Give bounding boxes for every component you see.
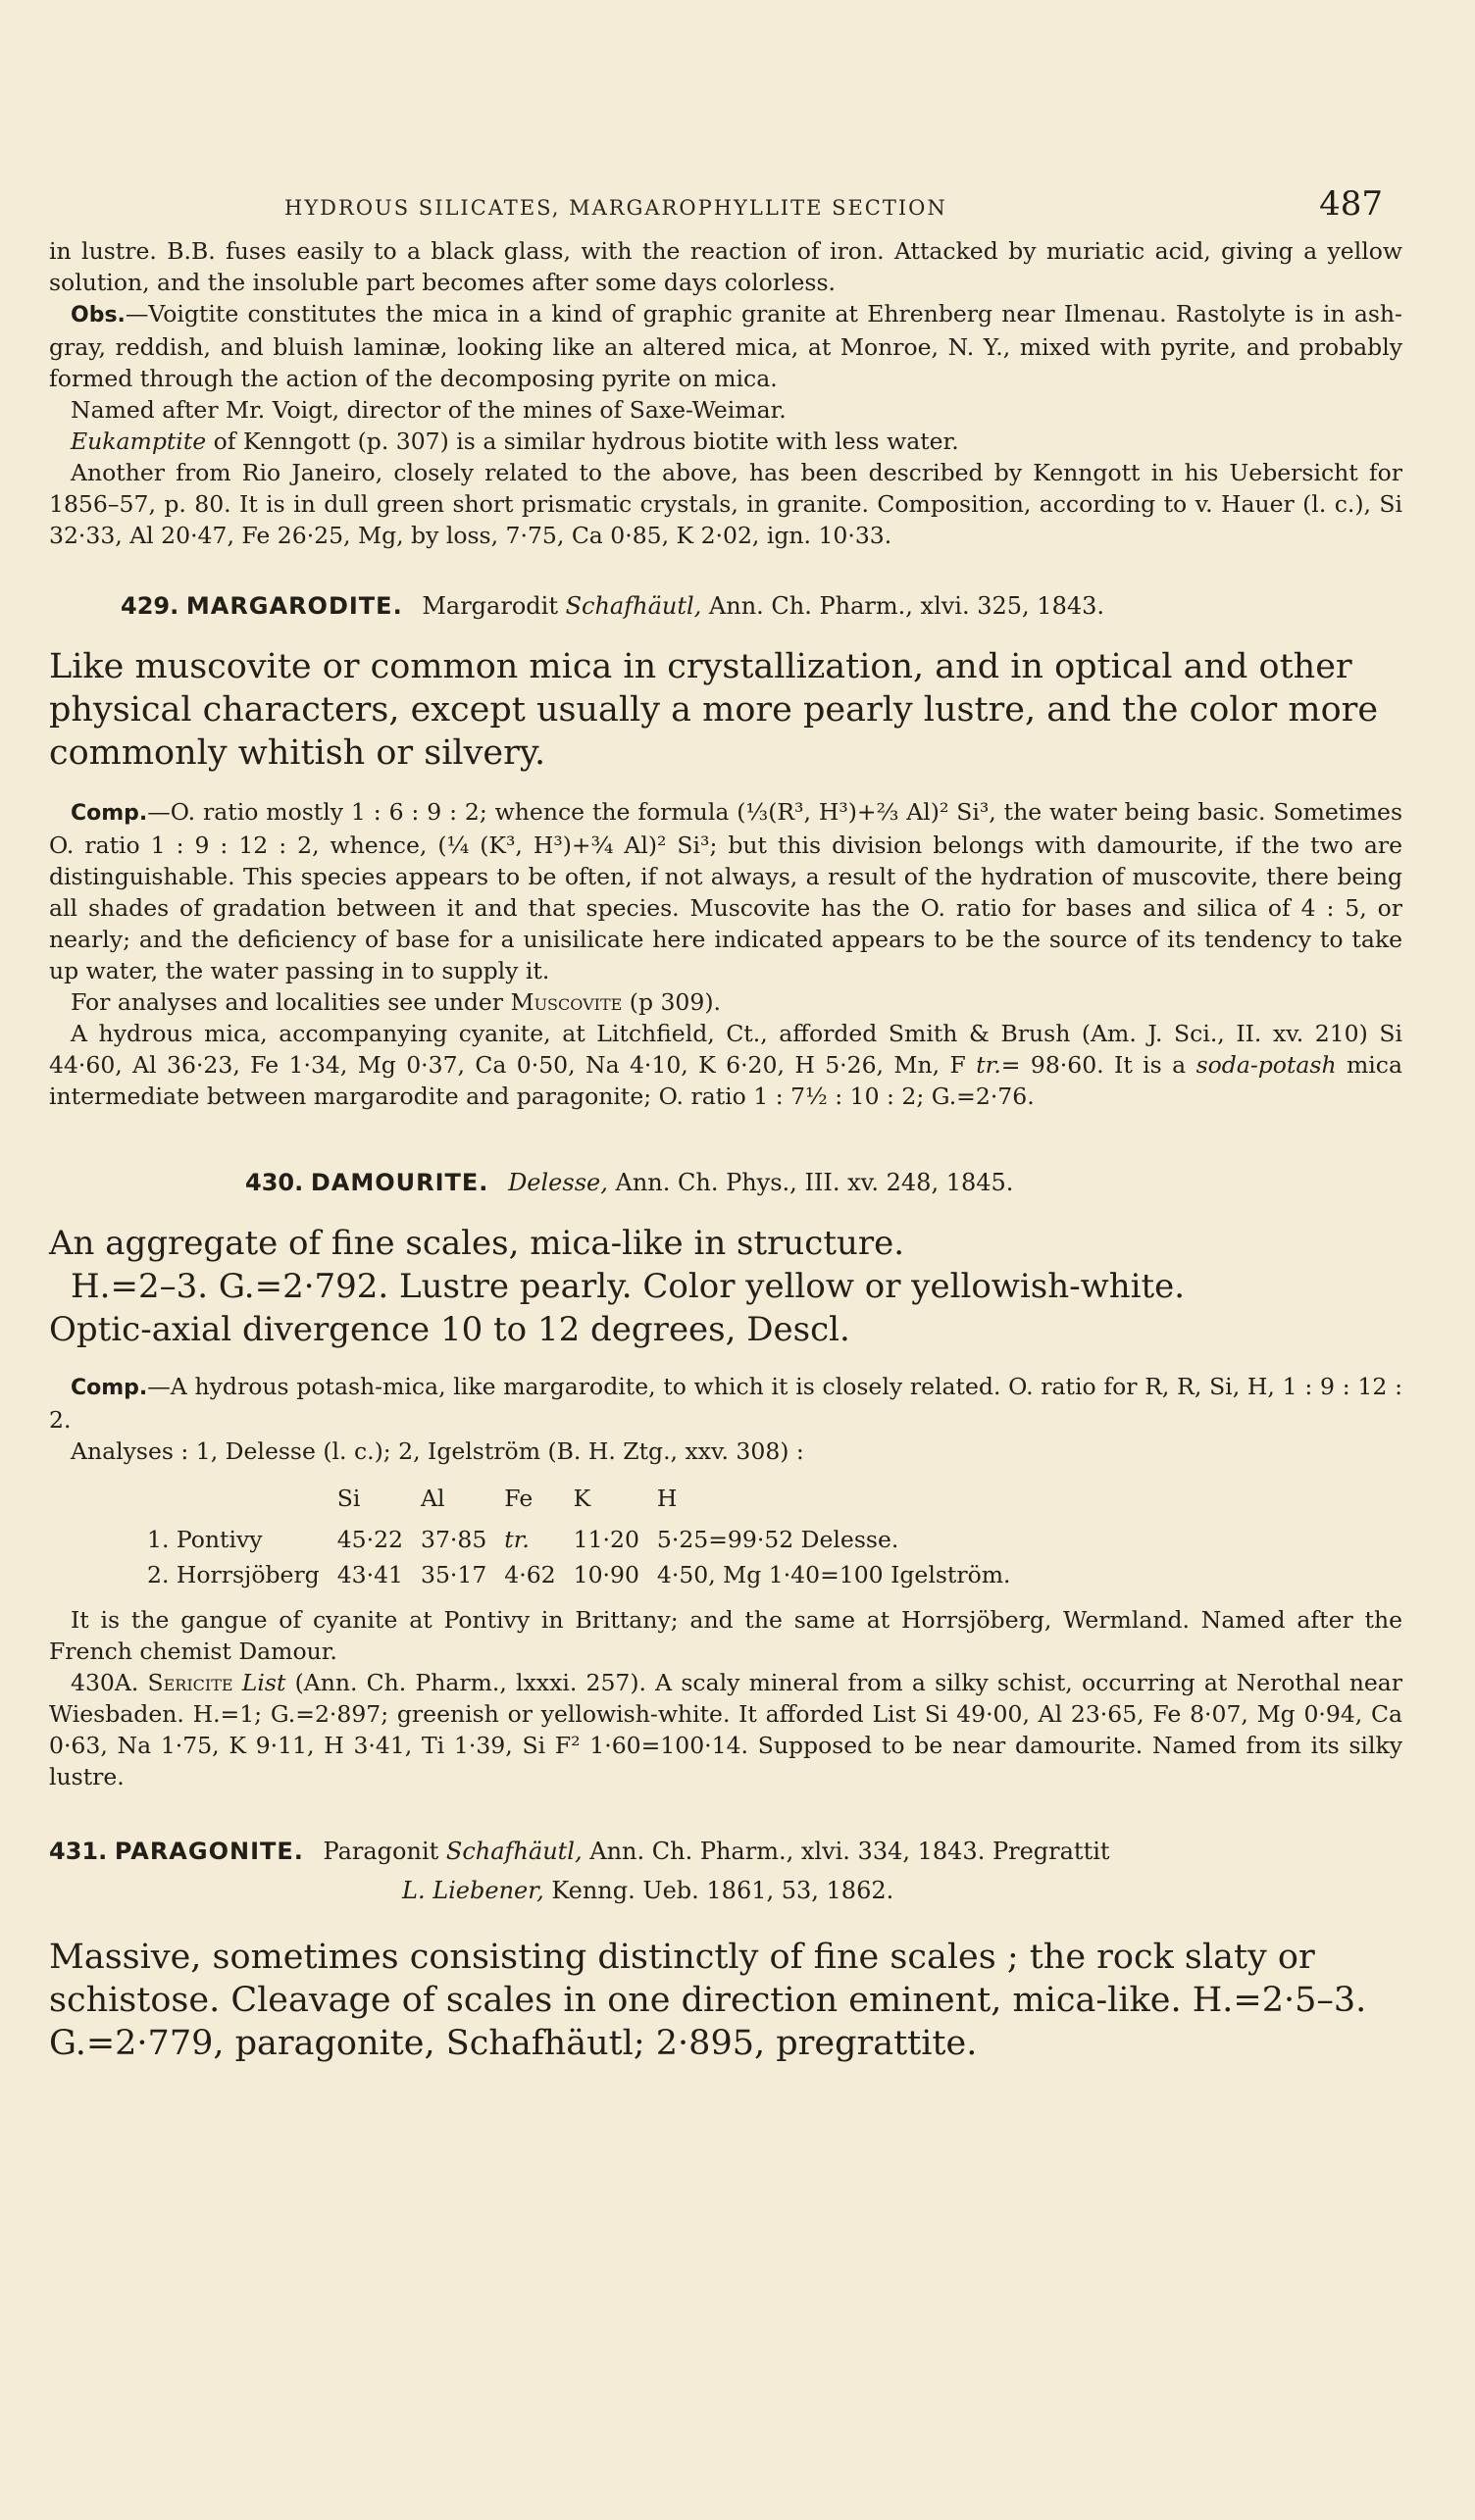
- paragonite-heading: [49, 1832, 1402, 1910]
- species-number: 431.: [49, 1838, 108, 1865]
- cell-al: 35·17: [421, 1561, 487, 1588]
- rio-janeiro-paragraph: Another from Rio Janeiro, closely related to the above, has been described by Kenngott in his Uebersicht for 1856–57, p. 80. It is in dull green short prismatic crystals, in granite. Composition, according to v. Hauer (l. c.), Si 32·33, Al 20·47, Fe 26·25, Mg, by loss, 7·75, Ca 0·85, K 2·02, ign. 10·33.: [49, 459, 1402, 549]
- column-header: Al: [421, 1485, 445, 1512]
- column-header: Si: [336, 1485, 361, 1512]
- named-after-paragraph: Named after Mr. Voigt, director of the mines of Saxe-Weimar.: [71, 396, 787, 424]
- species-ref-post: Ann. Ch. Pharm., xlvi. 325, 1843.: [701, 592, 1105, 620]
- cell-rest: 5·25=99·52 Delesse.: [656, 1526, 899, 1553]
- page-header: [49, 176, 1402, 235]
- species-ref-pre: Paragonit: [323, 1838, 446, 1865]
- column-header: H: [656, 1485, 678, 1512]
- species-ref-author: Schafhäutl,: [565, 592, 702, 620]
- damourite-composition: [49, 1371, 1402, 1792]
- book-page: [49, 176, 1402, 2087]
- comp-lead: Comp.: [71, 1376, 148, 1400]
- cell-si: 43·41: [336, 1561, 404, 1588]
- margarodite-description: Like muscovite or common mica in crystallization, and in optical and other physical characters, except usually a more pearly lustre, and the color more commonly whitish or silvery.: [49, 647, 1379, 773]
- species-ref-author: Schafhäutl,: [445, 1838, 583, 1865]
- margarodite-composition: [49, 796, 1402, 1112]
- species-number: 429.: [121, 592, 179, 620]
- damourite-description: [49, 1222, 1402, 1351]
- damourite-heading: [49, 1169, 1402, 1196]
- damourite-desc-line: Optic-axial divergence 10 to 12 degrees, Descl.: [49, 1310, 850, 1349]
- analyses-pre: For analyses and localities see under: [71, 988, 511, 1016]
- eukamptite-paragraph: [49, 426, 1402, 457]
- obs-text: —Voigtite constitutes the mica in a kind of graphic granite at Ehrenberg near Ilmenau. Rastolyte is in ash-gray, reddish, and bluish laminæ, looking like an altered mica, at Monroe, N. Y., mixed with pyrite, and probably formed through the action of the decomposing pyrite on mica.: [49, 300, 1402, 392]
- species-ref-line2: [49, 1871, 1402, 1910]
- cell-si: 45·22: [336, 1526, 404, 1553]
- cell-rest: 4·50, Mg 1·40=100 Igelström.: [656, 1561, 1011, 1588]
- eukamptite-text: of Kenngott (p. 307) is a similar hydrous biotite with less water.: [206, 428, 959, 455]
- column-header: K: [573, 1485, 591, 1512]
- species-ref-pre: Margarodit: [422, 592, 566, 620]
- soda-potash-term: soda-potash: [1195, 1051, 1337, 1079]
- species-ref-post: Ann. Ch. Phys., III. xv. 248, 1845.: [607, 1169, 1014, 1196]
- comp-paragraph: [49, 1371, 1402, 1436]
- paragonite-description: Massive, sometimes consisting distinctly of fine scales ; the rock slaty or schistose. Cleavage of scales in one direction eminent, mica-like. H.=2·5–3. G.=2·779, paragonite, Schafhäutl; 2·895, pregrattite.: [49, 1938, 1367, 2063]
- analyses-table: [147, 1473, 1028, 1592]
- comp-lead: Comp.: [71, 801, 148, 826]
- margarodite-heading: [49, 592, 1402, 620]
- litchfield-mid: = 98·60. It is a: [1000, 1051, 1196, 1079]
- cell-fe: 4·62: [504, 1561, 556, 1588]
- analyses-post: (p 309).: [622, 988, 721, 1016]
- table-header-row: [147, 1473, 1028, 1522]
- litchfield-post: mica intermediate between margarodite and paragonite; O. ratio 1 : 7½ : 10 : 2; G.=2·76.: [49, 1051, 1402, 1110]
- comp-text: —A hydrous potash-mica, like margarodite, to which it is closely related. O. ratio for R, R, Si, H, 1 : 9 : 12 : 2.: [49, 1373, 1402, 1434]
- eukamptite-term: Eukamptite: [71, 428, 207, 455]
- table-row: [147, 1557, 1028, 1592]
- cell-k: 10·90: [573, 1561, 639, 1588]
- species-ref-author-2: L. Liebener,: [402, 1877, 544, 1904]
- species-ref-author: Delesse,: [508, 1169, 608, 1196]
- gangue-paragraph: It is the gangue of cyanite at Pontivy in Brittany; and the same at Horrsjöberg, Wermland. Named after the French chemist Damour.: [49, 1606, 1402, 1665]
- analyses-reference: [49, 986, 1402, 1018]
- trace-abbrev: tr.: [976, 1051, 1001, 1079]
- cell-fe: tr.: [504, 1526, 530, 1553]
- intro-section: [49, 235, 1402, 551]
- table-row: [147, 1522, 1028, 1557]
- intro-paragraph: in lustre. B.B. fuses easily to a black glass, with the reaction of iron. Attacked by muriatic acid, giving a yellow solution, and the insoluble part becomes after some days colorless.: [49, 237, 1402, 296]
- species-name: MARGARODITE.: [185, 592, 403, 620]
- sericite-paragraph: [49, 1667, 1402, 1792]
- comp-text: —O. ratio mostly 1 : 6 : 9 : 2; whence the formula (⅓(R³, H³)+⅔ Al)² Si³, the water being basic. Sometimes O. ratio 1 : 9 : 12 : 2, whence, (¼ (K³, H³)+¾ Al)² Si³; but this division belongs with damourite, if the two are distinguishable. This species appears to be often, if not always, a result of the hydration of muscovite, there being all shades of gradation between it and that species. Muscovite has the O. ratio for bases and silica of 4 : 5, or nearly; and the deficiency of base for a unisilicate here indicated appears to be the source of its tendency to take up water, the water passing in to supply it.: [49, 798, 1402, 984]
- row-label: 1. Pontivy: [147, 1526, 263, 1553]
- sericite-num: 430A.: [71, 1669, 148, 1696]
- litchfield-pre: A hydrous mica, accompanying cyanite, at Litchfield, Ct., afforded Smith & Brush (Am. J. Sci., II. xv. 210) Si 44·60, Al 36·23, Fe 1·34, Mg 0·37, Ca 0·50, Na 4·10, K 6·20, H 5·26, Mn, F: [49, 1020, 1402, 1079]
- damourite-desc-line: An aggregate of fine scales, mica-like in structure.: [49, 1224, 905, 1263]
- running-title: HYDROUS SILICATES, MARGAROPHYLLITE SECTION: [284, 196, 947, 220]
- muscovite-ref: Muscovite: [510, 988, 623, 1016]
- sericite-author: List: [241, 1669, 286, 1696]
- column-header: Fe: [504, 1485, 534, 1512]
- species-name: PARAGONITE.: [114, 1838, 304, 1865]
- sericite-text: (Ann. Ch. Pharm., lxxxi. 257). A scaly mineral from a silky schist, occurring at Nerothal near Wiesbaden. H.=1; G.=2·897; greenish or yellowish-white. It afforded List Si 49·00, Al 23·65, Fe 8·07, Mg 0·94, Ca 0·63, Na 1·75, K 9·11, H 3·41, Ti 1·39, Si F² 1·60=100·14. Supposed to be near damourite. Named from its silky lustre.: [49, 1669, 1403, 1790]
- sericite-name: Sericite: [147, 1669, 233, 1696]
- species-name: DAMOURITE.: [310, 1169, 489, 1196]
- obs-lead: Obs.: [71, 303, 126, 328]
- species-ref-post: Ann. Ch. Pharm., xlvi. 334, 1843. Pregrattit: [582, 1838, 1110, 1865]
- species-number: 430.: [245, 1169, 304, 1196]
- page-number: 487: [1319, 184, 1383, 224]
- cell-k: 11·20: [573, 1526, 639, 1553]
- row-label: 2. Horrsjöberg: [147, 1561, 320, 1588]
- comp-paragraph: [49, 796, 1402, 986]
- obs-paragraph: [49, 298, 1402, 394]
- cell-al: 37·85: [421, 1526, 487, 1553]
- analyses-intro: Analyses : 1, Delesse (l. c.); 2, Igelström (B. H. Ztg., xxv. 308) :: [71, 1437, 804, 1465]
- species-ref-post-2: Kenng. Ueb. 1861, 53, 1862.: [543, 1877, 894, 1904]
- litchfield-paragraph: [49, 1018, 1402, 1112]
- damourite-desc-line: H.=2–3. G.=2·792. Lustre pearly. Color yellow or yellowish-white.: [71, 1267, 1186, 1306]
